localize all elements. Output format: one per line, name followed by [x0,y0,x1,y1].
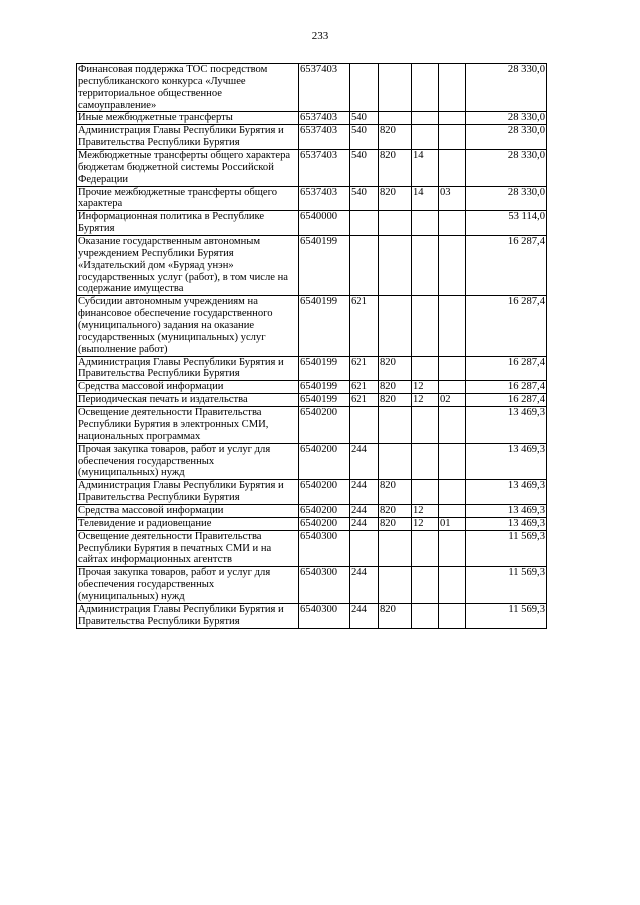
subsection-cell [439,112,466,125]
administrator-code-cell: 820 [379,150,412,187]
page-number: 233 [311,30,329,42]
item-name-cell: Средства массовой информации [77,381,299,394]
target-code-cell: 6540200 [299,480,350,505]
target-code-cell: 6540199 [299,381,350,394]
administrator-code-cell [379,443,412,480]
target-code-cell: 6537403 [299,125,350,150]
target-code-cell: 6537403 [299,186,350,211]
table-row [77,150,547,187]
target-code-cell: 6537403 [299,150,350,187]
table-row [77,504,547,517]
subsection-cell: 03 [439,186,466,211]
item-name-cell: Информационная политика в Республике Бурятия [77,211,299,236]
administrator-code-cell: 820 [379,381,412,394]
table-row [77,236,547,296]
section-cell [412,356,439,381]
section-cell [412,296,439,356]
subsection-cell [439,407,466,444]
item-name-cell: Средства массовой информации [77,504,299,517]
subsection-cell [439,296,466,356]
subsection-cell [439,211,466,236]
item-name-cell: Иные межбюджетные трансферты [77,112,299,125]
section-cell [412,443,439,480]
target-code-cell: 6540200 [299,407,350,444]
section-cell: 14 [412,150,439,187]
section-cell: 12 [412,517,439,530]
target-code-cell: 6540199 [299,394,350,407]
section-cell: 12 [412,381,439,394]
expense-type-cell: 244 [350,567,379,604]
subsection-cell [439,567,466,604]
section-cell [412,211,439,236]
table-row [77,125,547,150]
table-row [77,296,547,356]
amount-cell: 16 287,4 [466,356,547,381]
administrator-code-cell: 820 [379,394,412,407]
expense-type-cell [350,64,379,112]
section-cell [412,407,439,444]
expense-type-cell: 540 [350,112,379,125]
amount-cell: 16 287,4 [466,296,547,356]
subsection-cell [439,381,466,394]
table-row [77,211,547,236]
target-code-cell: 6537403 [299,112,350,125]
target-code-cell: 6540199 [299,236,350,296]
expense-type-cell: 621 [350,356,379,381]
amount-cell: 13 469,3 [466,480,547,505]
section-cell: 14 [412,186,439,211]
administrator-code-cell [379,211,412,236]
amount-cell: 53 114,0 [466,211,547,236]
subsection-cell: 02 [439,394,466,407]
item-name-cell: Периодическая печать и издательства [77,394,299,407]
table-row [77,112,547,125]
expense-type-cell: 244 [350,480,379,505]
expense-type-cell [350,530,379,567]
table-row [77,443,547,480]
expense-type-cell: 621 [350,381,379,394]
item-name-cell: Межбюджетные трансферты общего характера бюджетам бюджетной системы Российской Федерации [77,150,299,187]
administrator-code-cell: 820 [379,356,412,381]
budget-table [76,63,547,629]
administrator-code-cell: 820 [379,480,412,505]
amount-cell: 13 469,3 [466,407,547,444]
amount-cell: 13 469,3 [466,517,547,530]
amount-cell: 11 569,3 [466,603,547,628]
expense-type-cell: 540 [350,186,379,211]
table-row [77,186,547,211]
section-cell [412,530,439,567]
table-row [77,567,547,604]
section-cell [412,112,439,125]
target-code-cell: 6540200 [299,517,350,530]
table-row [77,517,547,530]
section-cell [412,64,439,112]
item-name-cell: Администрация Главы Республики Бурятия и Правительства Республики Бурятия [77,125,299,150]
amount-cell: 28 330,0 [466,112,547,125]
administrator-code-cell [379,530,412,567]
item-name-cell: Освещение деятельности Правительства Республики Бурятия в электронных СМИ, национальных программах [77,407,299,444]
section-cell [412,480,439,505]
item-name-cell: Администрация Главы Республики Бурятия и Правительства Республики Бурятия [77,356,299,381]
expense-type-cell: 621 [350,296,379,356]
amount-cell: 11 569,3 [466,530,547,567]
item-name-cell: Прочие межбюджетные трансферты общего характера [77,186,299,211]
subsection-cell: 01 [439,517,466,530]
administrator-code-cell [379,236,412,296]
table-row [77,480,547,505]
target-code-cell: 6540300 [299,530,350,567]
table-row [77,603,547,628]
item-name-cell: Телевидение и радиовещание [77,517,299,530]
administrator-code-cell [379,407,412,444]
administrator-code-cell [379,64,412,112]
administrator-code-cell [379,567,412,604]
table-row [77,381,547,394]
amount-cell: 16 287,4 [466,236,547,296]
amount-cell: 13 469,3 [466,443,547,480]
target-code-cell: 6540200 [299,504,350,517]
expense-type-cell: 244 [350,603,379,628]
administrator-code-cell: 820 [379,603,412,628]
subsection-cell [439,504,466,517]
target-code-cell: 6540200 [299,443,350,480]
administrator-code-cell: 820 [379,186,412,211]
target-code-cell: 6540300 [299,567,350,604]
expense-type-cell: 621 [350,394,379,407]
subsection-cell [439,443,466,480]
item-name-cell: Администрация Главы Республики Бурятия и Правительства Республики Бурятия [77,603,299,628]
target-code-cell: 6540199 [299,296,350,356]
expense-type-cell: 244 [350,517,379,530]
subsection-cell [439,64,466,112]
amount-cell: 28 330,0 [466,125,547,150]
item-name-cell: Администрация Главы Республики Бурятия и Правительства Республики Бурятия [77,480,299,505]
administrator-code-cell: 820 [379,125,412,150]
section-cell [412,567,439,604]
section-cell: 12 [412,504,439,517]
administrator-code-cell [379,296,412,356]
amount-cell: 28 330,0 [466,150,547,187]
subsection-cell [439,125,466,150]
subsection-cell [439,530,466,567]
target-code-cell: 6540000 [299,211,350,236]
item-name-cell: Прочая закупка товаров, работ и услуг для обеспечения государственных (муниципальных) нужд [77,443,299,480]
administrator-code-cell: 820 [379,504,412,517]
amount-cell: 16 287,4 [466,381,547,394]
item-name-cell: Оказание государственным автономным учреждением Республики Бурятия «Издательский дом «Буряад унэн» государственных услуг (работ), в том числе на содержание имущества [77,236,299,296]
expense-type-cell: 540 [350,125,379,150]
subsection-cell [439,356,466,381]
subsection-cell [439,480,466,505]
item-name-cell: Финансовая поддержка ТОС посредством республиканского конкурса «Лучшее территориальное общественное самоуправление» [77,64,299,112]
expense-type-cell: 244 [350,443,379,480]
expense-type-cell [350,211,379,236]
subsection-cell [439,603,466,628]
administrator-code-cell [379,112,412,125]
amount-cell: 13 469,3 [466,504,547,517]
target-code-cell: 6540199 [299,356,350,381]
amount-cell: 28 330,0 [466,186,547,211]
amount-cell: 11 569,3 [466,567,547,604]
table-row [77,356,547,381]
section-cell [412,236,439,296]
table-row [77,530,547,567]
table-body [77,64,547,629]
table-row [77,407,547,444]
target-code-cell: 6537403 [299,64,350,112]
item-name-cell: Субсидии автономным учреждениям на финансовое обеспечение государственного (муниципального) задания на оказание государственных (муниципальных) услуг (выполнение работ) [77,296,299,356]
subsection-cell [439,236,466,296]
subsection-cell [439,150,466,187]
item-name-cell: Освещение деятельности Правительства Республики Бурятия в печатных СМИ и на сайтах информационных агентств [77,530,299,567]
section-cell [412,603,439,628]
expense-type-cell [350,407,379,444]
table-row [77,394,547,407]
amount-cell: 28 330,0 [466,64,547,112]
amount-cell: 16 287,4 [466,394,547,407]
table-row [77,64,547,112]
expense-type-cell: 244 [350,504,379,517]
expense-type-cell [350,236,379,296]
expense-type-cell: 540 [350,150,379,187]
item-name-cell: Прочая закупка товаров, работ и услуг для обеспечения государственных (муниципальных) нужд [77,567,299,604]
section-cell: 12 [412,394,439,407]
section-cell [412,125,439,150]
target-code-cell: 6540300 [299,603,350,628]
administrator-code-cell: 820 [379,517,412,530]
